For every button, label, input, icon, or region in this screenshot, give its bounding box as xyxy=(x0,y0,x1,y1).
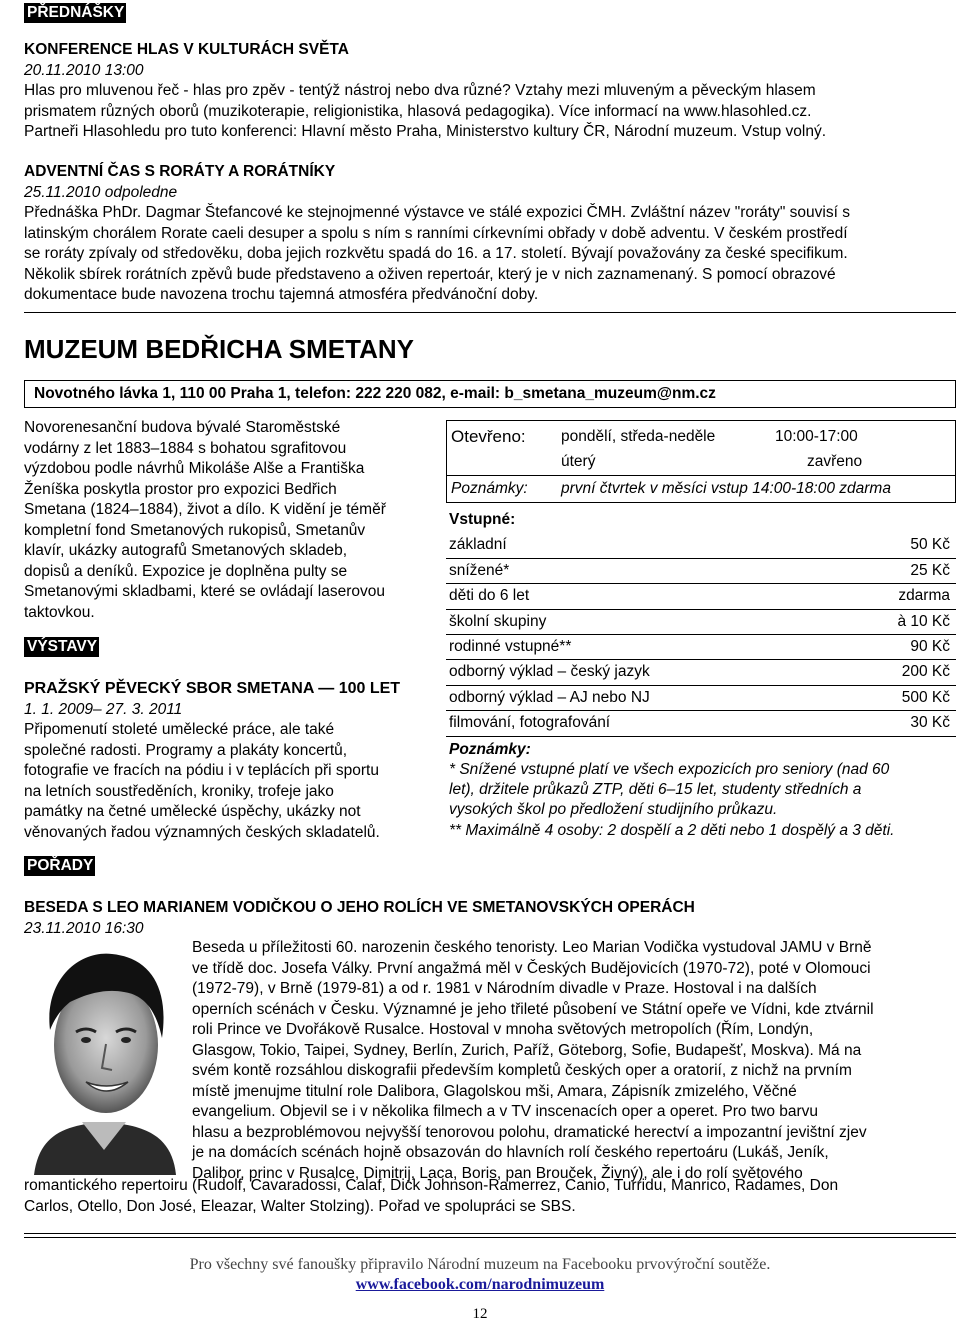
admission-name: snížené* xyxy=(449,561,510,579)
lecture-text-line: latinským chorálem Rorate caeli desuper a spolu s ním s ranními církevními obřady v době adventu. V českém prostředí xyxy=(24,224,848,242)
section-label-lectures xyxy=(24,3,126,24)
opening-time-1: 10:00-17:00 xyxy=(775,428,858,445)
admission-name: děti do 6 let xyxy=(449,587,530,605)
admission-price: 200 Kč xyxy=(901,663,950,681)
lectures-label-text: PŘEDNÁŠKY xyxy=(24,3,126,23)
exhibition-text-line: Připomenutí stoleté umělecké práce, ale také xyxy=(24,721,335,738)
event-text-line: roli Prince ve Dvořákově Rusalce. Hostoval v mnoha světových metropolích (Řím, Londýn, xyxy=(192,1021,814,1038)
exhibition-date: 1. 1. 2009– 27. 3. 2011 xyxy=(24,700,183,718)
admission-note-line: vysokých škol po předložení studijního průkazu. xyxy=(449,801,778,819)
admission-note-line: ** Maximálně 4 osoby: 2 dospělí a 2 děti nebo 1 dospělý a 3 děti. xyxy=(449,821,895,839)
exhibition-title: PRAŽSKÝ PĚVECKÝ SBOR SMETANA — 100 LET xyxy=(24,680,401,697)
museum-title: MUZEUM BEDŘICHA SMETANY xyxy=(24,334,414,364)
admission-row xyxy=(446,610,956,635)
admission-row xyxy=(446,686,956,711)
lecture-text-line: se roráty zpívaly od středověku, doba jejich rozkvětu spadá do 16. a 17. století. Bývají považovány za české specifikum. xyxy=(24,245,848,262)
admission-row xyxy=(446,584,956,609)
lecture-text-line: dokumentace bude navozena trochu tajemná atmosféra předvánoční doby. xyxy=(24,286,539,303)
lecture-item-1 xyxy=(24,40,959,143)
admission-price: zdarma xyxy=(898,587,950,605)
event-text-line: místě jmenujme titulní role Dalibora, Glagolskou mši, Amara, Zápisník zmizelého, Věčné xyxy=(192,1082,797,1100)
section-label-events xyxy=(24,856,95,877)
event-text-line: Carlos, Otello, Don José, Eleazar, Walter Stolzing). Pořad ve spolupráci se SBS. xyxy=(24,1197,576,1215)
admission-note-line: let), držitele průkazů ZTP, děti 6–15 let, studenty středních a xyxy=(449,781,862,799)
museum-address: Novotného lávka 1, 110 00 Praha 1, telefon: 222 220 082, e-mail: b_smetana_muzeum@nm.cz xyxy=(24,380,956,408)
event-text-line: hlasu a bezproblémovou nejvyšší tenorovou polohu, dramatické herectví a impozantní jevištní zjev xyxy=(192,1123,867,1141)
description-line: Smetana (1824–1884), život a dílo. K vidění je téměř xyxy=(24,501,386,518)
footer-divider xyxy=(24,1233,956,1238)
opening-hours-box xyxy=(446,420,956,503)
admission-price: 30 Kč xyxy=(910,714,950,732)
description-line: Novorenesanční budova bývalé Staroměstské xyxy=(24,419,341,436)
lecture-date: 20.11.2010 13:00 xyxy=(24,61,144,79)
admission-name: základní xyxy=(449,536,507,554)
admission-name: rodinné vstupné** xyxy=(449,637,572,655)
event-text-line: (1972-79), v Brně (1979-81) a od r. 1981 v Národním divadle v Praze. Hostoval i na dalších xyxy=(192,980,817,997)
section-divider xyxy=(24,312,956,313)
opening-notes-text: první čtvrtek v měsíci vstup 14:00-18:00 zdarma xyxy=(561,480,891,497)
admission-row xyxy=(446,660,956,685)
opening-label: Otevřeno: xyxy=(451,427,526,446)
footer-text: Pro všechny své fanoušky připravilo Národní muzeum na Facebooku prvovýroční soutěže. xyxy=(189,1256,771,1273)
admission-row xyxy=(446,635,956,660)
section-label-exhibitions xyxy=(24,637,99,658)
admission-price: 50 Kč xyxy=(910,536,950,554)
opening-days-2: úterý xyxy=(561,453,596,470)
admission-price: 90 Kč xyxy=(910,637,950,655)
event-description-full xyxy=(24,1176,959,1217)
admission-name: filmování, fotografování xyxy=(449,714,611,732)
exhibitions-label-text: VÝSTAVY xyxy=(24,637,99,657)
event-title: BESEDA S LEO MARIANEM VODIČKOU O JEHO ROLÍCH VE SMETANOVSKÝCH OPERÁCH xyxy=(24,899,695,916)
description-line: taktovkou. xyxy=(24,603,95,621)
exhibition-item xyxy=(24,679,432,843)
admission-name: odborný výklad – český jazyk xyxy=(449,663,650,681)
event-text-line: ve třídě doc. Josefa Války. První angažmá měl v Českých Budějovicích (1970-72), poté v Olomouci xyxy=(192,959,871,977)
museum-description xyxy=(24,418,432,623)
event-text-line: romantického repertoiru (Rudolf, Cavaradossi, Calaf, Dick Johnson-Ramerrez, Canio, Turridu, Manrico, Radames, Don xyxy=(24,1177,839,1194)
admission-row xyxy=(446,559,956,584)
admission-price: 500 Kč xyxy=(901,688,950,706)
exhibition-text-line: společné radosti. Programy a plakáty koncertů, xyxy=(24,741,348,759)
admission-name: školní skupiny xyxy=(449,612,547,630)
lecture-text-line: Partneři Hlasohledu pro tuto konferenci: Hlavní město Praha, Ministerstvo kultury ČR, Národní muzeum. Vstup volný. xyxy=(24,123,827,140)
event-text-line: evangelium. Objevil se i v několika filmech a v TV inscenacích oper a operet. Pro two barvu xyxy=(192,1103,819,1120)
event-description xyxy=(192,938,955,1184)
admission-notes-label: Poznámky: xyxy=(449,740,531,758)
lecture-date: 25.11.2010 odpoledne xyxy=(24,183,178,201)
description-line: Smetanovými skladbami, které se ovládají laserovou xyxy=(24,583,385,600)
event-text-line: je na domácích scénách hojně obsazován do hlavních rolí českého repertoáru (Lukáš, Jeník, xyxy=(192,1144,829,1161)
exhibition-text-line: na letních soustředěních, kroniky, trofeje jako xyxy=(24,782,334,800)
admission-price: 25 Kč xyxy=(910,561,950,579)
admission-row xyxy=(446,711,956,736)
lecture-text-line: prismatem různých oborů (muzikoterapie, religionistika, hlasová pedagogika). Více informací na www.hlasohled.cz. xyxy=(24,102,812,120)
exhibition-text-line: fotografie ve fracích na pódiu i v teplácích při sportu xyxy=(24,762,379,779)
admission-table xyxy=(446,508,956,841)
event-text-line: operních scénách v Česku. Významné je jeho třileté působení ve Státní opeře ve Vídni, kde ztvárnil xyxy=(192,1000,874,1018)
event-date: 23.11.2010 16:30 xyxy=(24,919,144,937)
event-text-line: Glasgow, Tokio, Taipei, Sydney, Berlín, Zurich, Paříž, Göteborg, Sofie, Budapešť, Moskva). Má na xyxy=(192,1041,862,1059)
lecture-title: ADVENTNÍ ČAS S RORÁTY A RORÁTNÍKY xyxy=(24,163,336,180)
admission-row xyxy=(446,533,956,558)
footer xyxy=(0,1255,960,1295)
facebook-link[interactable]: www.facebook.com/narodnimuzeum xyxy=(355,1276,605,1293)
admission-label: Vstupné: xyxy=(449,511,516,528)
admission-notes xyxy=(446,737,956,841)
event-text-line: Beseda u příležitosti 60. narozenin českého tenoristy. Leo Marian Vodička vystudoval JAMU v Brně xyxy=(192,939,872,956)
exhibition-text-line: památky na četné umělecké úspěchy, ukázky not xyxy=(24,803,361,820)
description-line: Ženíška poskytla prostor pro expozici Bedřich xyxy=(24,480,337,498)
admission-price: à 10 Kč xyxy=(897,612,950,630)
lecture-item-2 xyxy=(24,162,959,306)
admission-name: odborný výklad – AJ nebo NJ xyxy=(449,688,650,706)
events-label-text: POŘADY xyxy=(24,856,95,876)
opening-time-2: zavřeno xyxy=(807,453,863,470)
opening-days-1: pondělí, středa-neděle xyxy=(561,428,716,445)
lecture-text-line: Několik sbírek rorátních zpěvů bude představeno a oživen repertoár, který je v nich zaznamenaný. S pomocí obrazové xyxy=(24,265,836,283)
lecture-text-line: Přednáška PhDr. Dagmar Štefancové ke stejnojmenné výstavce ve stálé expozici ČMH. Zvláštní název "roráty" souvisí s xyxy=(24,204,850,221)
event-header xyxy=(24,898,959,939)
page-number: 12 xyxy=(472,1306,488,1322)
portrait-photo xyxy=(24,940,184,1175)
lecture-text-line: Hlas pro mluvenou řeč - hlas pro zpěv - tentýž nástroj nebo dva různé? Vztahy mezi mluveným a pěveckým hlasem xyxy=(24,82,816,99)
exhibition-text-line: věnovaných řadou významných českých skladatelů. xyxy=(24,823,380,841)
description-line: kompletní fond Smetanových rukopisů, Smetanův xyxy=(24,521,366,539)
description-line: vodárny z let 1883–1884 s bohatou sgrafitovou xyxy=(24,439,347,457)
lecture-title: KONFERENCE HLAS V KULTURÁCH SVĚTA xyxy=(24,41,349,58)
admission-note-line: * Snížené vstupné platí ve všech expozicích pro seniory (nad 60 xyxy=(449,760,890,778)
description-line: dopisů a deníků. Expozice je doplněna pulty se xyxy=(24,562,348,580)
description-line: klavír, ukázky autografů Smetanových skladeb, xyxy=(24,542,348,559)
event-text-line: Dalibor, princ v Rusalce, Dimitrij, Laca, Boris, pan Brouček, Živný), ale i do rolí světového xyxy=(192,1164,803,1182)
description-line: výzdobou podle návrhů Mikoláše Alše a Františka xyxy=(24,460,365,477)
event-text-line: svém kontě rozsáhlou diskografii především kompletů českých oper a oratorií, z nichž na prvním xyxy=(192,1062,852,1079)
opening-notes-label: Poznámky: xyxy=(451,480,528,497)
